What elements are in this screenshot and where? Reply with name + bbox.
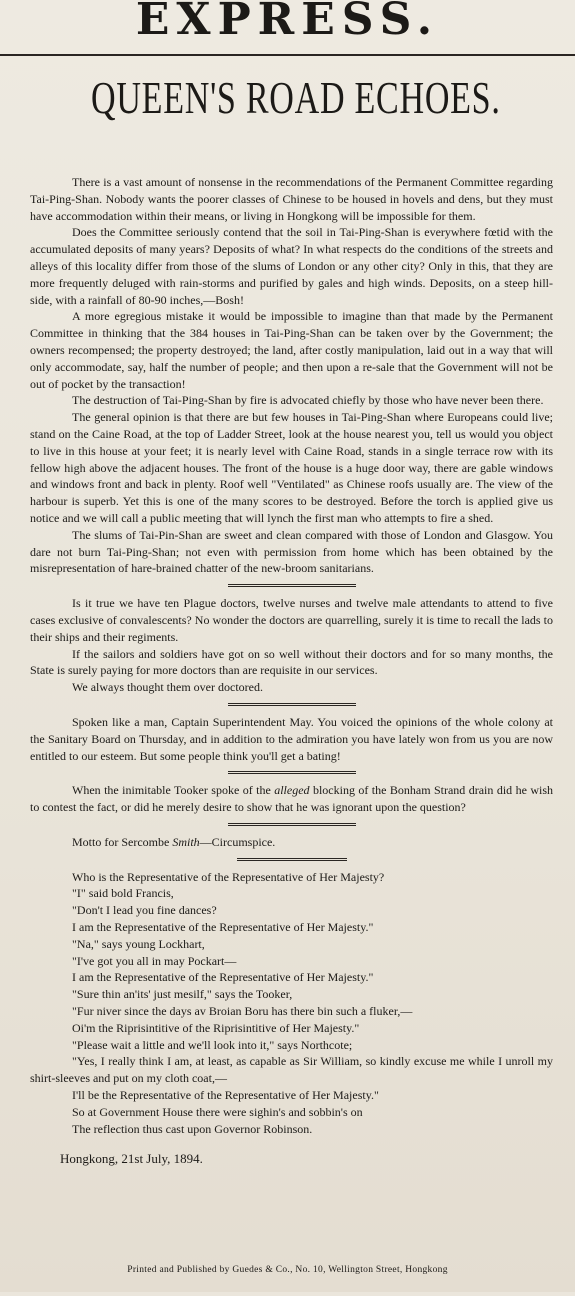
verse-line: Oi'm the Riprisintitive of the Riprisintitive of Her Majesty." [72, 1020, 360, 1035]
masthead: EXPRESS. [135, 0, 440, 45]
verse-line: "Na," says young Lockhart, [72, 936, 205, 951]
verse-line: The reflection thus cast upon Governor Robinson. [72, 1121, 313, 1136]
verse-line: "I've got you all in may Pockart— [72, 953, 237, 968]
verse-line: "Please wait a little and we'll look into it," says Northcote; [72, 1037, 353, 1052]
text-run: blocking of the Bonham Strand drain did he wish to contest the fact, or did he merely desire to show that he was ignorant upon the question? [30, 783, 553, 815]
italic-word: Smith [172, 834, 200, 849]
verse-line: I am the Representative of the Representative of Her Majesty." [72, 920, 374, 935]
motto-line [30, 834, 553, 851]
verse-line: "Don't I lead you fine dances? [72, 903, 217, 918]
section-divider [237, 858, 347, 861]
verse-line: "I" said bold Francis, [72, 886, 174, 901]
verse-block [30, 869, 553, 1138]
italic-word: alleged [274, 783, 310, 798]
paragraph: Spoken like a man, Captain Superintendent May. You voiced the opinions of the whole colony at the Sanitary Board on Thursday, and in addition to the admiration you have lately won from us you are now entitled to our esteem. But some people think you'll get a bating! [30, 714, 553, 763]
headline: QUEEN'S ROAD ECHOES. [91, 72, 501, 123]
verse-line: Who is the Representative of the Representative of Her Majesty? [72, 869, 385, 884]
masthead-rule [0, 54, 575, 56]
paragraph: The slums of Tai-Pin-Shan are sweet and clean compared with those of London and Glasgow. You dare not burn Tai-Ping-Shan; not even with permission from home which has been obtained by the misrepresentation of hare-brained chatter of the new-broom sanitarians. [30, 527, 553, 576]
text-run: Motto for Sercombe [72, 834, 173, 849]
paragraph: The general opinion is that there are but few houses in Tai-Ping-Shan where Europeans could live; stand on the Caine Road, at the top of Ladder Street, look at the house nearest you, tell us would you object to live in this house at your feet; it is nearly level with Caine Road, stands in a single terrace row with its fellow high above the adjacent houses. The front of the house is a huge door way, there are gable windows and windows front and back in plenty. Roof well "Ventilated" as Chinese roofs usually are. The view of the harbour is superb. Yet this is one of the many scores to be destroyed. Before the torch is applied give us notice and we will call a public meeting that will lynch the first man who attempts to fire a shed. [30, 410, 553, 525]
text-run: When the inimitable Tooker spoke of the [72, 783, 275, 798]
verse-line: "Sure thin an'its' just mesilf," says the Tooker, [72, 987, 293, 1002]
paragraph: We always thought them over doctored. [72, 680, 263, 695]
paragraph: If the sailors and soldiers have got on so well without their doctors and for so many months, the State is surely paying for more doctors than are requisite in our services. [30, 646, 553, 678]
paragraph: A more egregious mistake it would be impossible to imagine than that made by the Permanent Committee in thinking that the 384 houses in Tai-Ping-Shan can be taken over by the Government; the owners recompensed; the property destroyed; the land, after costly manipulation, laid out in a way that will only accommodate, say, half the number of people; and then upon a re-sale that the Government will not be out of pocket by the transaction! [30, 309, 553, 391]
section-divider [228, 703, 356, 706]
section-divider [228, 823, 356, 826]
paragraph: The destruction of Tai-Ping-Shan by fire is advocated chiefly by those who have never been there. [72, 393, 544, 408]
dateline: Hongkong, 21st July, 1894. [60, 1151, 203, 1167]
verse-line: So at Government House there were sighin's and sobbin's on [72, 1104, 363, 1119]
text-run: —Circumspice. [199, 834, 276, 849]
paragraph [30, 782, 553, 816]
verse-line: "Fur niver since the days av Broian Boru has there bin such a fluker,— [72, 1004, 413, 1019]
article-body [30, 174, 553, 1168]
section-divider [228, 771, 356, 774]
paragraph: Does the Committee seriously contend that the soil in Tai-Ping-Shan is everywhere fœtid with the accumulated deposits of many years? Deposits of what? In what respects do the conditions of the streets and alleys of this locality differ from those of the slums of London or any other city? Only in this, that they are more frequently deluged with rain-storms and purified by gales and high winds. Deposits, on a steep hill-side, with a rainfall of 80-90 inches,—Bosh! [30, 225, 553, 307]
paragraph: There is a vast amount of nonsense in the recommendations of the Permanent Committee regarding Tai-Ping-Shan. Nobody wants the poorer classes of Chinese to be housed in hovels and dens, but they must have accommodation within their means, or living in Hongkong will be impossible for them. [30, 175, 553, 223]
verse-line: "Yes, I really think I am, at least, as capable as Sir William, so kindly excuse me while I unroll my shirt-sleeves and put on my cloth coat,— [30, 1054, 553, 1086]
paragraph: Is it true we have ten Plague doctors, twelve nurses and twelve male attendants to attend to five cases exclusive of convalescents? No wonder the doctors are quarrelling, surely it is time to recall the lads to their ships and their regiments. [30, 596, 553, 644]
verse-line: I am the Representative of the Representative of Her Majesty." [72, 970, 374, 985]
imprint-line: Printed and Published by Guedes & Co., No. 10, Wellington Street, Hongkong [127, 1265, 448, 1275]
verse-line: I'll be the Representative of the Representative of Her Majesty." [72, 1088, 379, 1103]
section-divider [228, 584, 356, 587]
